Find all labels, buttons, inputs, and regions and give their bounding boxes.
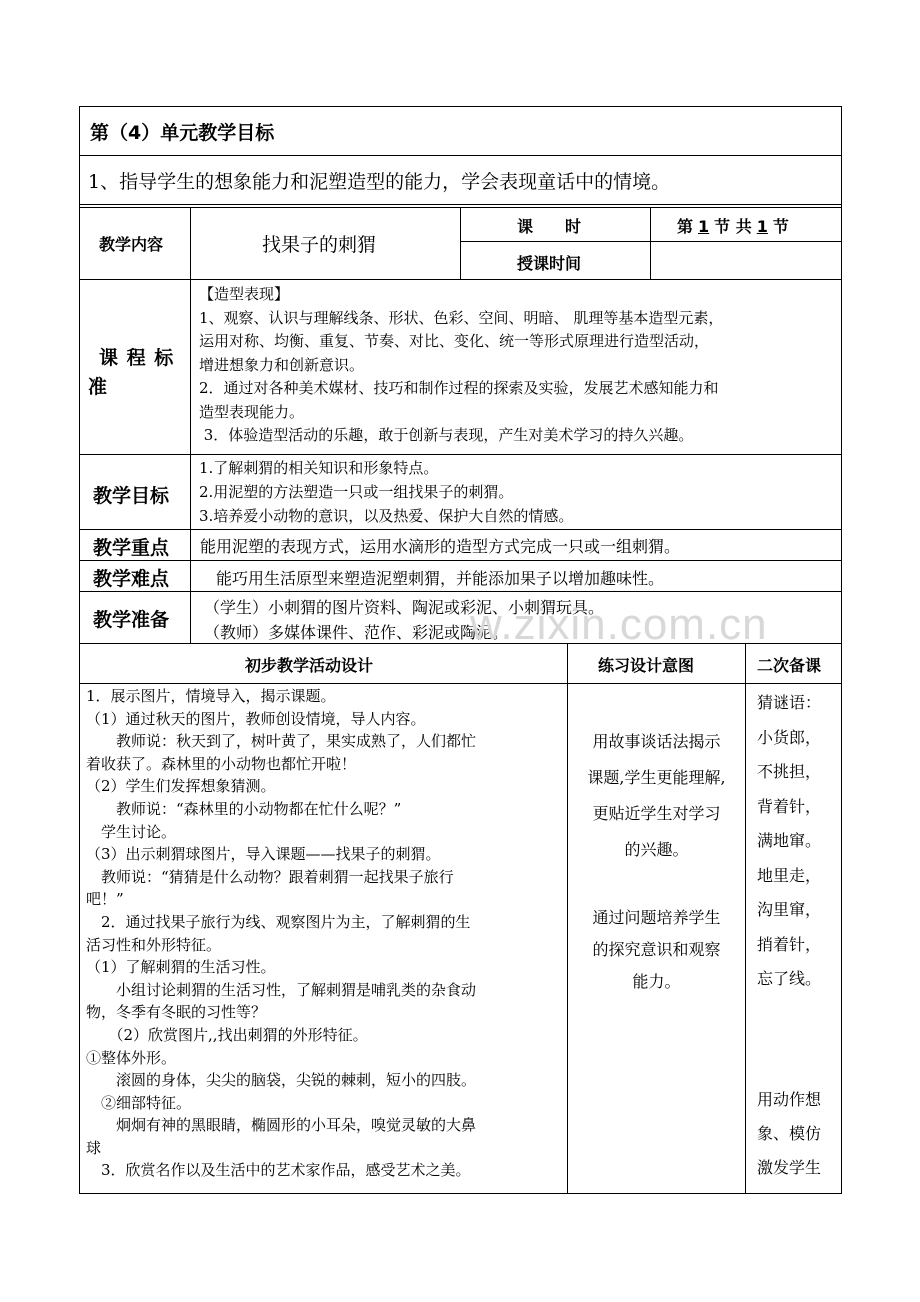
activity-line: （3）出示刺猬球图片，导入课题——找果子的刺猬。 [86, 845, 441, 864]
activity-line: 滚圆的身体，尖尖的脑袋，尖锐的棘刺，短小的四肢。 [86, 1071, 477, 1090]
rule-v [567, 643, 568, 1193]
activity-line: 球 [86, 1138, 102, 1157]
activity-line: 教师说：秋天到了，树叶黄了，果实成熟了，人们都忙 [86, 732, 477, 751]
intent-line: 能力。 [632, 972, 681, 991]
activity-line: 物，冬季有冬眠的习性等？ [86, 1003, 267, 1022]
note-line: 象、模仿 [757, 1124, 822, 1143]
standard-line: 1、观察、认识与理解线条、形状、色彩、空间、明暗、 肌理等基本造型元素， [199, 308, 724, 327]
preparation-line-1: （学生）小刺猬的图片资料、陶泥或彩泥、小刺猬玩具。 [204, 598, 605, 617]
rule [79, 560, 842, 561]
time-label: 授课时间 [517, 254, 582, 273]
activity-line: （2）欣赏图片,,找出刺猬的外形特征。 [86, 1025, 368, 1044]
activity-line: 3．欣赏名作以及生活中的艺术家作品，感受艺术之美。 [86, 1161, 471, 1180]
rule-v [460, 207, 461, 279]
activity-col1-header: 初步教学活动设计 [245, 656, 374, 675]
riddle-line: 地里走， [757, 865, 822, 885]
watermark: w.zixin.com.cn [470, 600, 768, 649]
intent-line: 的探究意识和观察 [592, 940, 721, 959]
rule [79, 1193, 842, 1194]
standard-label-line1: 课 程 标 [99, 347, 175, 369]
intent-line: 更贴近学生对学习 [592, 804, 721, 823]
objective-line: 3.培养爱小动物的意识，以及热爱、保护大自然的情感。 [199, 507, 574, 525]
activity-col3-block2 [757, 1083, 839, 1185]
activity-line: 炯炯有神的黑眼睛，椭圆形的小耳朵，嗅觉灵敏的大鼻 [86, 1116, 477, 1135]
period-value: 第 1 节 共 1 节 [677, 217, 789, 236]
standard-line: 3．体验造型活动的乐趣，敢于创新与表现，产生对美术学习的持久兴趣。 [199, 426, 694, 444]
preparation-line-2: （教师）多媒体课件、范作、彩泥或陶泥。 [204, 623, 509, 642]
content-value: 找果子的刺猬 [262, 234, 377, 256]
content-label: 教学内容 [99, 235, 164, 254]
activity-line: 教师说：“猜猜是什么动物？跟着刺猬一起找果子旅行 [86, 867, 454, 886]
objectives-label: 教学目标 [93, 485, 170, 507]
riddle-line: 沟里窜， [757, 900, 822, 919]
activity-line: （2）学生们发挥想象猜测。 [86, 777, 276, 796]
standard-line: 2．通过对各种美术媒材、技巧和制作过程的探索及实验，发展艺术感知能力和 [199, 379, 719, 397]
activity-line: 1．展示图片，情境导入，揭示课题。 [86, 687, 336, 705]
activity-line: ①整体外形。 [86, 1048, 177, 1067]
standard-label-line2: 准 [88, 376, 108, 398]
activity-col3-block1 [757, 686, 839, 997]
activity-line: 教师说：“森林里的小动物都在忙什么呢？” [86, 799, 402, 818]
objective-line: 2.用泥塑的方法塑造一只或一组找果子的刺猬。 [199, 483, 514, 501]
objective-line: 1.了解刺猬的相关知识和形象特点。 [199, 459, 439, 477]
riddle-line: 忘了线。 [757, 969, 822, 988]
activity-col1-text [86, 685, 564, 1182]
rule [79, 204, 842, 205]
unit-goal: 1、指导学生的想象能力和泥塑造型的能力，学会表现童话中的情境。 [88, 171, 671, 193]
activity-line: （1）了解刺猬的生活习性。 [86, 958, 276, 977]
activity-line: 小组讨论刺猬的生活习性，了解刺猬是哺乳类的杂食动 [86, 980, 477, 999]
rule-v [745, 643, 746, 1193]
rule [79, 106, 842, 107]
activity-col3-header: 二次备课 [757, 656, 822, 675]
activity-line: ②细部特征。 [86, 1093, 192, 1112]
intent-line: 用故事谈话法揭示 [592, 732, 721, 751]
standard-line: 增进想象力和创新意识。 [199, 355, 365, 374]
riddle-line: 不挑担， [757, 762, 822, 781]
riddle-line: 捎着针， [757, 934, 822, 954]
rule [79, 683, 842, 684]
standard-line: 造型表现能力。 [199, 402, 305, 421]
rule-v [190, 207, 191, 643]
intent-line: 的兴趣。 [624, 840, 689, 859]
intent-line: 课题,学生更能理解, [587, 768, 726, 787]
rule [79, 591, 842, 592]
activity-line: （1）通过秋天的图片，教师创设情境，导人内容。 [86, 709, 426, 728]
riddle-line: 满地窜。 [757, 831, 822, 850]
rule [460, 241, 842, 242]
key-point-text: 能用泥塑的表现方式，运用水滴形的造型方式完成一只或一组刺猬。 [200, 537, 681, 556]
unit-title: 第（4）单元教学目标 [90, 122, 275, 144]
table-border-left [79, 106, 80, 1194]
activity-line: 吧！” [86, 890, 124, 909]
activity-line: 活习性和外形特征。 [86, 935, 222, 954]
riddle-line: 背着针， [757, 796, 822, 816]
preparation-label: 教学准备 [93, 609, 170, 631]
activity-line: 学生讨论。 [86, 822, 177, 841]
standard-text [199, 283, 839, 448]
activity-line: 着收获了。森林里的小动物也都忙开啦！ [86, 754, 357, 773]
note-line: 用动作想 [757, 1090, 822, 1109]
period-label: 课 时 [517, 217, 582, 236]
difficulty-text: 能巧用生活原型来塑造泥塑刺猬，并能添加果子以增加趣味性。 [216, 569, 665, 588]
activity-col2-block2 [569, 902, 744, 998]
key-point-label: 教学重点 [93, 537, 170, 559]
riddle-line: 小货郎， [757, 727, 822, 747]
table-border-right [841, 106, 842, 1194]
rule [79, 454, 842, 455]
activity-col2-header: 练习设计意图 [598, 656, 695, 675]
riddle-line: 猜谜语： [757, 693, 822, 712]
difficulty-label: 教学难点 [93, 568, 170, 590]
standard-line: 运用对称、均衡、重复、节奏、对比、变化、统一等形式原理进行造型活动， [199, 332, 710, 350]
rule-v [650, 207, 651, 279]
activity-col2-block1 [569, 724, 744, 868]
activity-line: 2．通过找果子旅行为线、观察图片为主，了解刺猬的生 [86, 912, 471, 931]
intent-line: 通过问题培养学生 [592, 908, 721, 927]
rule [79, 279, 842, 280]
rule [79, 155, 842, 156]
note-line: 激发学生 [757, 1158, 822, 1177]
standard-line: 【造型表现】 [199, 285, 290, 303]
rule [79, 529, 842, 530]
objectives-text [199, 456, 839, 528]
